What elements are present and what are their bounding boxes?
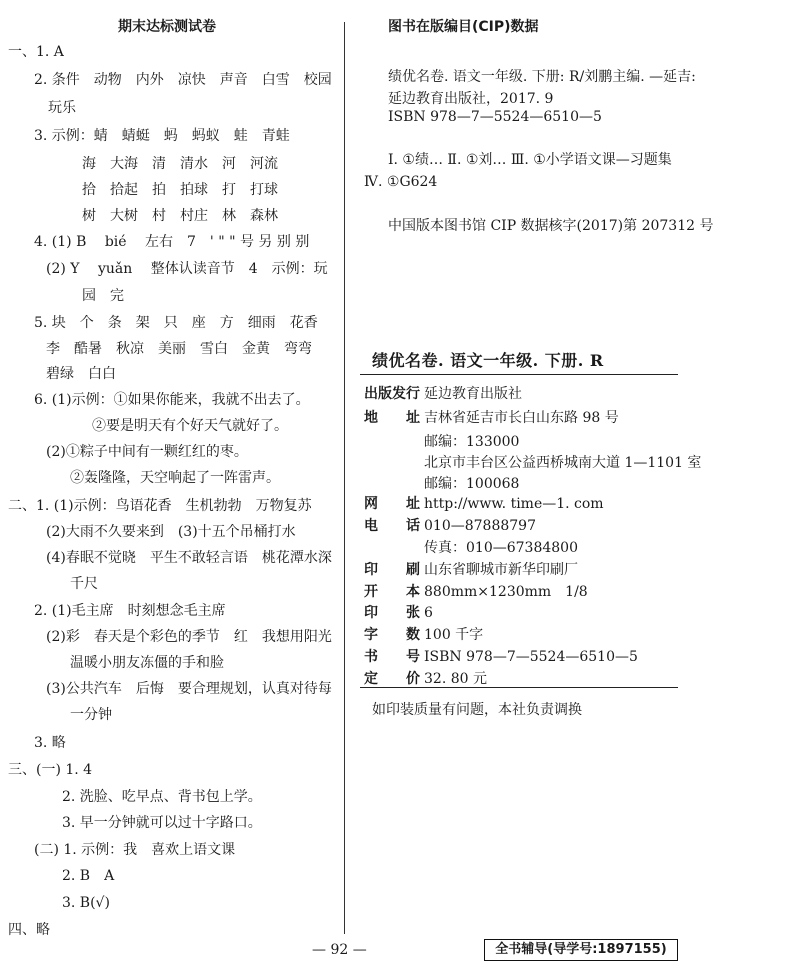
answer-line: (3)公共汽车 后悔 要合理规划，认真对待每 <box>46 681 332 697</box>
answer-title: 期末达标测试卷 <box>118 19 216 35</box>
answer-line: 4. (1) B bié 左右 7 ' " " 号 另 别 别 <box>34 234 310 250</box>
info-label: 定 价 <box>364 671 420 687</box>
answer-line: 2. 条件 动物 内外 凉快 声音 白雪 校园 <box>34 72 332 88</box>
answer-line: (2)彩 春天是个彩色的季节 红 我想用阳光 <box>46 629 332 645</box>
answer-line: 2. B A <box>62 868 115 884</box>
cip-record: 中国版本图书馆 CIP 数据核字(2017)第 207312 号 <box>388 218 714 234</box>
info-label: 字 数 <box>364 627 420 643</box>
cip-classification: Ⅰ. ①绩… Ⅱ. ①刘… Ⅲ. ①小学语文课—习题集 <box>388 152 672 168</box>
bottom-rule <box>360 687 678 688</box>
answer-line: 3. 略 <box>34 735 66 751</box>
answer-line: 四、略 <box>8 922 50 938</box>
info-label: 网 址 <box>364 496 420 512</box>
answer-line: 一分钟 <box>70 707 112 723</box>
top-rule <box>360 374 678 375</box>
info-value: 880mm×1230mm 1/8 <box>424 584 588 600</box>
answer-line: 3. 示例：蜻 蜻蜓 蚂 蚂蚁 蛙 青蛙 <box>34 128 290 144</box>
info-value: 邮编：133000 <box>424 434 520 450</box>
info-value: ISBN 978—7—5524—6510—5 <box>424 649 638 665</box>
info-label: 出版发行 <box>364 386 420 402</box>
info-value: 32. 80 元 <box>424 671 487 687</box>
answer-line: 玩乐 <box>48 100 76 116</box>
answer-line: (4)春眠不觉晓 平生不敢轻言语 桃花潭水深 <box>46 550 332 566</box>
info-value: 延边教育出版社 <box>424 386 522 402</box>
answer-line: (2) Y yuǎn 整体认读音节 4 示例：玩 <box>46 261 328 277</box>
info-label: 印 张 <box>364 605 420 621</box>
info-value: http://www. time—1. com <box>424 496 604 512</box>
book-title: 绩优名卷. 语文一年级. 下册. R <box>372 351 604 370</box>
answer-line: (2)①粽子中间有一颗红红的枣。 <box>46 444 248 460</box>
cip-line: 延边教育出版社，2017. 9 <box>388 91 554 107</box>
info-label: 开 本 <box>364 584 420 600</box>
answer-line: 3. B(√) <box>62 895 110 911</box>
info-value: 吉林省延吉市长白山东路 98 号 <box>424 410 619 426</box>
info-value: 传真：010—67384800 <box>424 540 578 556</box>
answer-line: 一、1. A <box>8 44 64 60</box>
answer-line: (2)大雨不久要来到 (3)十五个吊桶打水 <box>46 524 296 540</box>
info-value: 北京市丰台区公益西桥城南大道 1—1101 室 <box>424 455 702 471</box>
info-label: 印 刷 <box>364 562 420 578</box>
answer-line: 碧绿 白白 <box>46 366 116 382</box>
answer-line: 园 完 <box>82 288 124 304</box>
cip-classification: Ⅳ. ①G624 <box>364 174 438 190</box>
answer-line: 温暖小朋友冻僵的手和脸 <box>70 655 224 671</box>
cip-title: 图书在版编目(CIP)数据 <box>388 19 539 35</box>
page-number: — 92 — <box>312 942 367 958</box>
answer-line: 拾 拾起 拍 拍球 打 打球 <box>82 182 278 198</box>
info-label: 书 号 <box>364 649 420 665</box>
info-label: 地 址 <box>364 410 420 426</box>
quality-note: 如印装质量有问题，本社负责调换 <box>372 702 582 718</box>
info-value: 010—87888797 <box>424 518 536 534</box>
answer-line: 三、(一) 1. 4 <box>8 762 93 778</box>
cip-isbn: ISBN 978—7—5524—6510—5 <box>388 109 602 125</box>
info-value: 6 <box>424 605 433 621</box>
answer-line: (二) 1. 示例：我 喜欢上语文课 <box>34 842 236 858</box>
answer-line: 树 大树 村 村庄 林 森林 <box>82 208 278 224</box>
answer-line: ②轰隆隆，天空响起了一阵雷声。 <box>70 470 280 486</box>
answer-line: 千尺 <box>70 576 98 592</box>
column-divider <box>344 22 345 934</box>
answer-line: 2. (1)毛主席 时刻想念毛主席 <box>34 603 226 619</box>
answer-line: 3. 早一分钟就可以过十字路口。 <box>62 815 262 831</box>
guide-box: 全书辅导(导学号:1897155) <box>484 939 678 961</box>
cip-line: 绩优名卷. 语文一年级. 下册: R/刘鹏主编. —延吉: <box>388 69 696 85</box>
info-value: 100 千字 <box>424 627 484 643</box>
answer-line: ②要是明天有个好天气就好了。 <box>92 418 288 434</box>
answer-line: 海 大海 清 清水 河 河流 <box>82 156 278 172</box>
info-label: 电 话 <box>364 518 420 534</box>
answer-line: 二、1. (1)示例：鸟语花香 生机勃勃 万物复苏 <box>8 498 312 514</box>
answer-line: 5. 块 个 条 架 只 座 方 细雨 花香 <box>34 315 318 331</box>
answer-line: 6. (1)示例：①如果你能来，我就不出去了。 <box>34 392 310 408</box>
info-value: 山东省聊城市新华印刷厂 <box>424 562 578 578</box>
info-value: 邮编：100068 <box>424 476 520 492</box>
answer-line: 李 酷暑 秋凉 美丽 雪白 金黄 弯弯 <box>46 341 312 357</box>
answer-line: 2. 洗脸、吃早点、背书包上学。 <box>62 789 262 805</box>
